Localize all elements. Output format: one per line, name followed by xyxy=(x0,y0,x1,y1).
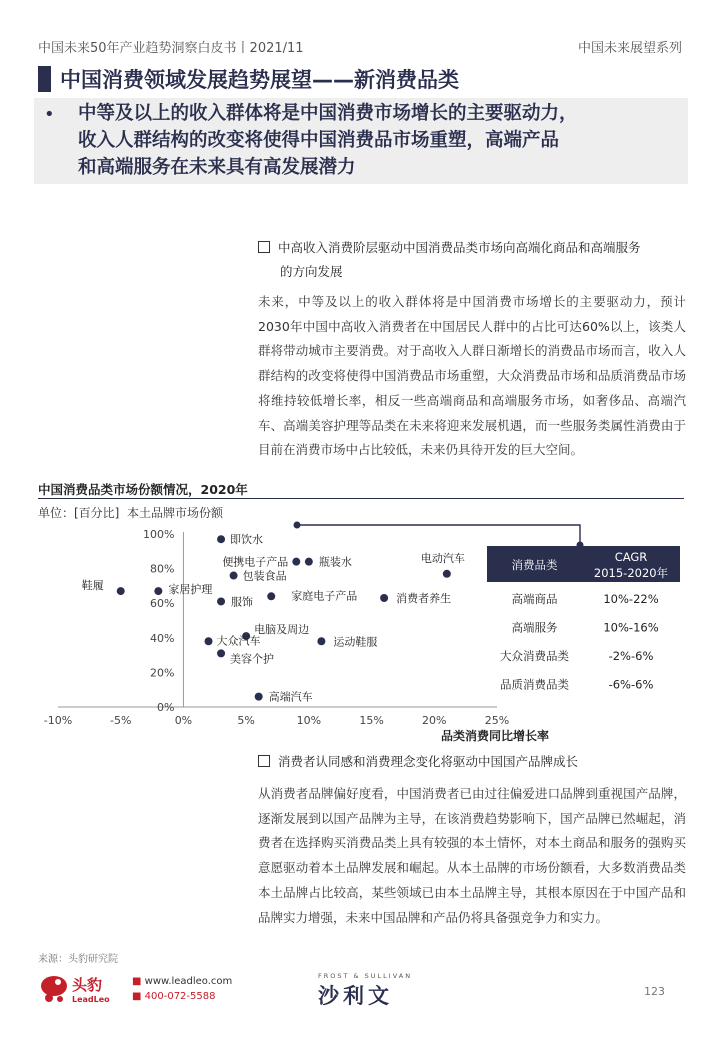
table-cell-category: 大众消费品类 xyxy=(500,649,569,663)
chart-unit-label: 单位：[百分比] xyxy=(38,506,120,520)
section1-heading xyxy=(258,236,688,284)
table-header-period: 2015-2020年 xyxy=(593,566,669,580)
section2-heading xyxy=(258,752,688,770)
page-number: 123 xyxy=(644,985,665,998)
banner-text xyxy=(78,100,678,181)
table-header-cagr: CAGR xyxy=(614,550,648,564)
banner-line: 和高端服务在未来具有高发展潜力 xyxy=(78,157,356,178)
page-title: 中国消费领域发展趋势展望——新消费品类 xyxy=(60,68,459,92)
data-label: 服饰 xyxy=(231,595,254,609)
data-label: 运动鞋服 xyxy=(333,635,378,649)
source-note: 来源：头豹研究院 xyxy=(38,954,118,965)
data-point xyxy=(217,597,225,605)
phone-icon: ■ xyxy=(132,991,142,1002)
phone-text: 400-072-5588 xyxy=(144,991,216,1002)
chart-title: 中国消费品类市场份额情况，2020年 xyxy=(38,482,248,497)
website-link[interactable] xyxy=(132,976,232,987)
y-tick-label: 100% xyxy=(142,528,175,541)
banner-line: 中等及以上的收入群体将是中国消费市场增长的主要驱动力， xyxy=(78,103,578,124)
table-header-category: 消费品类 xyxy=(511,558,558,572)
data-label: 高端汽车 xyxy=(268,690,313,704)
chart-title-rule xyxy=(38,498,684,499)
table-cell-category: 高端服务 xyxy=(511,620,558,635)
data-point xyxy=(380,594,388,602)
data-point xyxy=(117,587,125,595)
x-tick-label: 15% xyxy=(359,714,384,727)
data-label: 鞋履 xyxy=(81,579,104,593)
table-cell-cagr: 10%-16% xyxy=(603,620,659,635)
data-point xyxy=(305,558,313,566)
x-tick-label: 5% xyxy=(237,714,255,727)
table-cell-category: 品质消费品类 xyxy=(500,677,569,692)
table-cell-cagr: -2%-6% xyxy=(608,649,654,663)
chart-ylabel: 本土品牌市场份额 xyxy=(127,506,224,520)
banner-bullet: • xyxy=(44,104,55,125)
data-point xyxy=(255,693,263,701)
x-tick-label: -5% xyxy=(110,714,132,727)
data-label: 包装食品 xyxy=(242,569,287,583)
globe-icon: ■ xyxy=(132,976,142,987)
data-label: 电动汽车 xyxy=(420,551,465,565)
data-label: 家居护理 xyxy=(168,583,213,597)
table-cell-category: 高端商品 xyxy=(511,592,558,606)
data-point xyxy=(217,649,225,657)
header-right: 中国未来展望系列 xyxy=(577,41,682,56)
x-tick-label: 25% xyxy=(484,714,510,727)
section2-paragraph: 从消费者品牌偏好度看，中国消费者已由过往偏爱进口品牌到重视国产品牌，逐渐发展到以国产品牌为主导，在该消费趋势影响下，国产品牌已然崛起，消费者在选择购买消费品类上具有较强的本土情怀，对本土商品和服务的强购买意愿驱动着本土品牌发展和崛起。从本土品牌的市场份额看，大多数消费品类本土品牌占比较高，某些领域已由本土品牌主导，其根本原因在于中国产品和品牌实力增强，未来中国品牌和产品仍将具备强竞争力和实力。 xyxy=(258,786,686,925)
leadleo-logo-cn: 头豹 xyxy=(72,976,103,994)
data-label: 瓶装水 xyxy=(318,555,352,569)
website-text: www.leadleo.com xyxy=(144,976,233,987)
data-point xyxy=(205,637,213,645)
x-tick-label: -10% xyxy=(43,714,73,727)
section1-heading-line2: 的方向发展 xyxy=(280,264,343,279)
data-point xyxy=(154,587,162,595)
data-label: 美容个护 xyxy=(230,652,275,666)
data-label: 家庭电子产品 xyxy=(291,589,358,603)
x-tick-label: 10% xyxy=(296,714,322,727)
y-tick-label: 80% xyxy=(149,562,175,576)
leadleo-logo-en: LeadLeo xyxy=(72,995,110,1004)
data-point xyxy=(292,558,300,566)
table-cell-cagr: -6%-6% xyxy=(608,677,654,692)
checkbox-bullet-icon xyxy=(258,241,270,253)
header-left: 中国未来50年产业趋势洞察白皮书丨2021/11 xyxy=(38,41,304,56)
data-point xyxy=(230,572,238,580)
x-axis-title: 品类消费同比增长率 xyxy=(440,729,549,743)
leadleo-logo xyxy=(38,972,130,1008)
scatter-chart xyxy=(0,510,720,750)
x-tick-label: 20% xyxy=(422,714,447,727)
leadleo-mark-icon xyxy=(41,976,67,1002)
data-label: 大众汽车 xyxy=(216,634,261,648)
banner-line: 收入人群结构的改变将使得中国消费品市场重塑，高端产品 xyxy=(78,130,560,151)
data-label: 便携电子产品 xyxy=(222,555,289,569)
section2-heading-text: 消费者认同感和消费理念变化将驱动中国国产品牌成长 xyxy=(278,754,579,769)
data-label: 电脑及周边 xyxy=(254,623,310,637)
connector-line xyxy=(297,525,580,545)
data-point xyxy=(317,637,325,645)
frost-sullivan-cn: 沙利文 xyxy=(318,984,393,1008)
y-tick-label: 60% xyxy=(149,597,175,611)
title-accent-bar xyxy=(38,66,51,92)
checkbox-bullet-icon xyxy=(258,755,270,767)
section1-paragraph: 未来，中等及以上的收入群体将是中国消费市场增长的主要驱动力，预计2030年中国中高收入消费者在中国居民人群中的占比可达60%以上，该类人群将带动城市主要消费。对于高收入人群日渐增长的消费品市场而言，收入人群结构的改变将使得中国消费品市场重塑，大众消费品市场和品质消费品市场将维持较低增长率，相反一些高端商品和高端服务市场，如奢侈品、高端汽车、高端美容护理等品类在未来将迎来发展机遇，而一些服务类属性消费由于目前在消费市场中占比较低，未来仍具待开发的巨大空间。 xyxy=(258,294,686,458)
data-point xyxy=(443,570,451,578)
y-tick-label: 0% xyxy=(156,701,175,714)
data-point xyxy=(217,535,225,543)
phone-number xyxy=(132,991,215,1002)
x-tick-label: 0% xyxy=(174,714,193,727)
y-tick-label: 40% xyxy=(149,631,175,645)
data-point xyxy=(267,592,275,600)
data-label: 即饮水 xyxy=(230,533,264,547)
data-label: 消费者养生 xyxy=(396,592,452,606)
section1-heading-line1: 中高收入消费阶层驱动中国消费品类市场向高端化商品和高端服务 xyxy=(278,240,641,255)
y-tick-label: 20% xyxy=(149,666,175,680)
frost-sullivan-en: FROST & SULLIVAN xyxy=(318,972,413,980)
table-cell-cagr: 10%-22% xyxy=(603,592,659,606)
